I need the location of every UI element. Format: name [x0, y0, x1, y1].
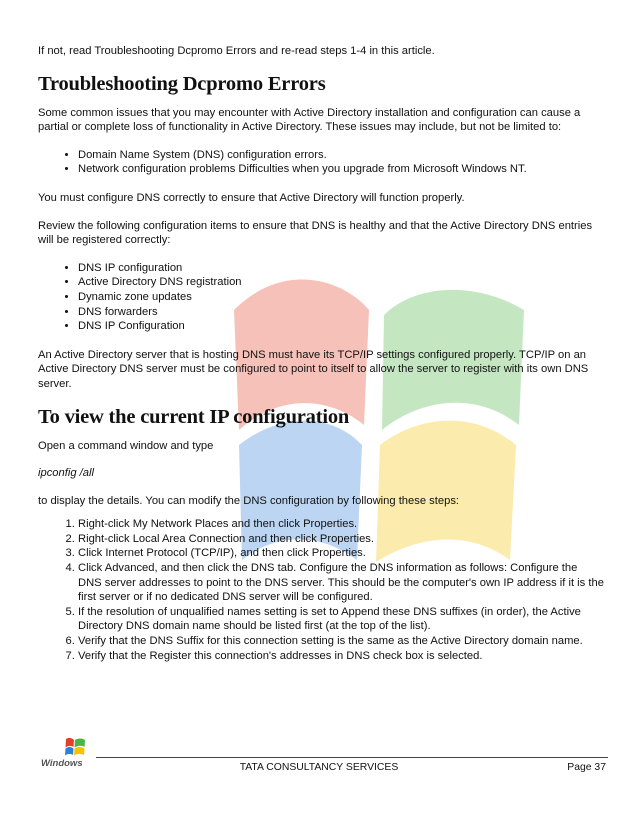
list-item: 1. Right-click My Network Places and then click Properties. [78, 517, 604, 532]
issues-list [38, 148, 604, 177]
tcpip-paragraph: An Active Directory server that is hosting DNS must have its TCP/IP settings configured properly. TCP/IP on an Active Directory DNS server must be configured to point to itself to allow the server to register with its own DNS server. [38, 348, 589, 390]
list-item: • DNS IP configuration [78, 261, 604, 276]
list-item: • DNS IP Configuration [78, 319, 604, 334]
footer-company: TATA CONSULTANCY SERVICES [239, 762, 399, 773]
command-intro-paragraph: Open a command window and type [38, 439, 214, 452]
intro-paragraph: If not, read Troubleshooting Dcpromo Errors and re-read steps 1-4 in this article. [38, 45, 435, 57]
list-item: 7. Verify that the Register this connection's addresses in DNS check box is selected. [78, 649, 604, 664]
list-item: • DNS forwarders [78, 305, 604, 320]
page-number: Page 37 [567, 762, 606, 773]
list-item: 5. If the resolution of unqualified names setting is set to Append these DNS suffixes (in order), the Active Directory DNS domain name should be listed first (at the top of the list). [78, 605, 604, 634]
list-item: 6. Verify that the DNS Suffix for this connection setting is the same as the Active Directory domain name. [78, 634, 604, 649]
list-item: • Network configuration problems Difficulties when you upgrade from Microsoft Windows NT. [78, 162, 604, 177]
page-body [38, 44, 604, 663]
list-item: • Dynamic zone updates [78, 290, 604, 305]
footer-divider [96, 757, 608, 758]
steps-intro-paragraph: to display the details. You can modify the DNS configuration by following these steps: [38, 494, 460, 507]
list-item: 2. Right-click Local Area Connection and then click Properties. [78, 532, 604, 547]
view-ip-heading: To view the current IP configuration [38, 405, 350, 428]
list-item: 3. Click Internet Protocol (TCP/IP), and then click Properties. [78, 546, 604, 561]
command-text: ipconfig /all [38, 467, 94, 480]
troubleshooting-heading: Troubleshooting Dcpromo Errors [38, 72, 326, 95]
list-item: • Domain Name System (DNS) configuration errors. [78, 148, 604, 163]
config-items-list [38, 261, 604, 334]
dns-note-paragraph: You must configure DNS correctly to ensure that Active Directory will function properly. [38, 191, 465, 204]
list-item: • Active Directory DNS registration [78, 275, 604, 290]
steps-list [38, 517, 604, 663]
issues-intro-paragraph: Some common issues that you may encounter with Active Directory installation and configuration can cause a partial or complete loss of functionality in Active Directory. These issues may include, but not be limited to: [38, 106, 581, 134]
list-item: 4. Click Advanced, and then click the DNS tab. Configure the DNS information as follows: Configure the DNS server addresses to point to the DNS server. This should be the computer's own IP address if it is the first server or if no dedicated DNS server will be configured. [78, 561, 604, 605]
windows-logo-text: Windows [41, 758, 83, 769]
review-paragraph: Review the following configuration items to ensure that DNS is healthy and that the Active Directory DNS entries will be registered correctly: [38, 219, 593, 247]
